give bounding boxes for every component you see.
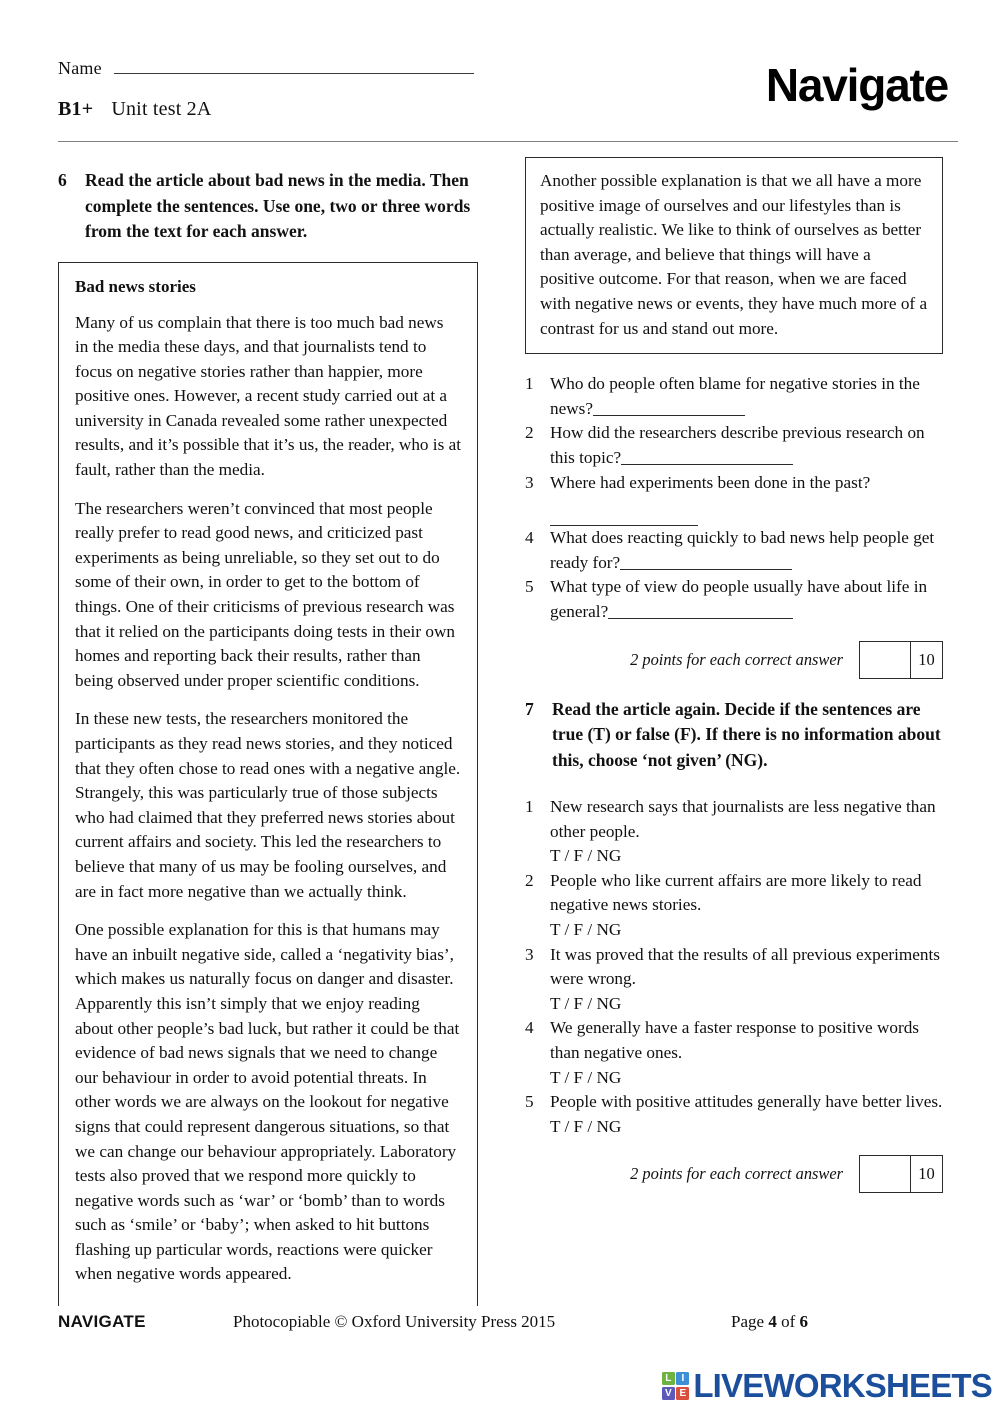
statement-text: People who like current affairs are more likely to read negative news stories. xyxy=(550,870,922,915)
tfng-options[interactable]: T / F / NG xyxy=(550,846,622,866)
statement-text: It was proved that the results of all previous experiments were wrong. xyxy=(550,944,940,989)
article-box xyxy=(58,262,478,1306)
article-title: Bad news stories xyxy=(75,276,196,296)
page-indicator xyxy=(731,1312,808,1332)
task-6-number: 6 xyxy=(58,170,67,190)
tfng-options[interactable]: T / F / NG xyxy=(550,1116,622,1136)
statement-text: New research says that journalists are less negative than other people. xyxy=(550,797,936,841)
question-item xyxy=(525,421,943,470)
lw-square-l: L xyxy=(662,1372,675,1385)
question-number: 2 xyxy=(525,423,534,443)
question-text: What type of view do people usually have about life in general? xyxy=(550,577,928,621)
page-number: 4 xyxy=(768,1312,777,1331)
answer-blank[interactable] xyxy=(621,448,793,465)
statement-number: 5 xyxy=(525,1092,534,1112)
score-label: 2 points for each correct answer xyxy=(630,1164,843,1184)
level-badge: B1+ xyxy=(58,98,94,120)
question-item xyxy=(525,372,943,421)
answer-blank[interactable] xyxy=(620,553,792,570)
statement-text: We generally have a faster response to positive words than negative ones. xyxy=(550,1018,919,1062)
statement-number: 4 xyxy=(525,1018,534,1038)
lw-square-e: E xyxy=(676,1387,689,1400)
task-6-heading xyxy=(58,168,478,245)
lw-square-v: V xyxy=(662,1387,675,1400)
question-text: What does reacting quickly to bad news help people get ready for? xyxy=(550,528,935,572)
task-6-question-list xyxy=(525,372,943,624)
question-text: Where had experiments been done in the past? xyxy=(550,472,871,492)
score-input[interactable] xyxy=(860,1156,911,1192)
tfng-options[interactable]: T / F / NG xyxy=(550,993,622,1013)
article-paragraph: Another possible explanation is that we all have a more positive image of ourselves and our lifestyles than is actually realistic. We like to think of ourselves as better than average, and believe that things will have a positive outcome. For that reason, when we are faced with negative news or events, they have much more of a contrast for us and stand out more. xyxy=(540,171,928,338)
navigate-logo: Navigate xyxy=(765,59,948,111)
task-7-statement-list xyxy=(525,795,943,1139)
question-item xyxy=(525,575,943,624)
answer-blank[interactable] xyxy=(550,509,698,526)
score-box xyxy=(859,641,943,679)
statement-item xyxy=(525,869,943,943)
question-item xyxy=(525,526,943,575)
tfng-options[interactable]: T / F / NG xyxy=(550,919,622,939)
name-input-line[interactable] xyxy=(114,72,474,74)
question-number: 5 xyxy=(525,577,534,597)
statement-item xyxy=(525,943,943,1017)
name-label: Name xyxy=(58,58,102,78)
answer-blank[interactable] xyxy=(608,602,793,619)
score-total: 10 xyxy=(918,649,935,669)
article-paragraph: In these new tests, the researchers monitored the participants as they read news stories, and they noticed that they often chose to read ones with a negative angle. Strangely, this was particularly true of those subjects who had claimed that they preferred news stories about current affairs and society. This led the researchers to believe that many of us may be fooling ourselves, and are in fact more negative than we actually think. xyxy=(75,709,461,901)
page-title: Unit test 2A xyxy=(111,98,212,120)
liveworksheets-squares-icon xyxy=(662,1372,690,1400)
question-text: Who do people often blame for negative stories in the news? xyxy=(550,374,920,418)
statement-item xyxy=(525,1016,943,1090)
score-label: 2 points for each correct answer xyxy=(630,649,843,669)
left-column xyxy=(58,168,478,1306)
score-total: 10 xyxy=(918,1164,935,1184)
question-text: How did the researchers describe previous research on this topic? xyxy=(550,423,925,467)
page-footer xyxy=(58,1312,958,1332)
statement-text: People with positive attitudes generally have better lives. xyxy=(550,1092,943,1112)
liveworksheets-logo[interactable] xyxy=(662,1367,992,1405)
task-6-score-row xyxy=(525,641,943,679)
liveworksheets-wordmark: LIVEWORKSHEETS xyxy=(693,1367,992,1404)
statement-number: 1 xyxy=(525,797,534,816)
question-number: 1 xyxy=(525,374,534,394)
question-item xyxy=(525,471,943,527)
lw-square-i: I xyxy=(676,1372,689,1385)
article-continuation-box xyxy=(525,157,943,354)
task-7-number: 7 xyxy=(525,698,534,719)
question-number: 4 xyxy=(525,528,534,548)
answer-blank[interactable] xyxy=(593,399,745,416)
article-paragraph: Many of us complain that there is too much bad news in the media these days, and that journalists tend to focus on negative stories rather than happier, more positive ones. However, a recent study carried out at a university in Canada revealed some rather unexpected results, and it’s possible that it’s us, the reader, who is at fault, rather than the media. xyxy=(75,312,461,480)
tfng-options[interactable]: T / F / NG xyxy=(550,1067,622,1087)
footer-copyright: Photocopiable © Oxford University Press 2015 xyxy=(233,1312,556,1331)
task-7-score-row xyxy=(525,1155,943,1193)
statement-item xyxy=(525,795,943,869)
article-paragraph: The researchers weren’t convinced that most people really prefer to read good news, and criticized past experiments as being unreliable, so they set out to do some of their own, in order to get to the bottom of things. One of their criticisms of previous research was that it relied on the participants doing tests in their own homes and reporting back their results, rather than being observed under proper scientific conditions. xyxy=(75,498,455,690)
page-middle: of xyxy=(776,1312,800,1331)
article-paragraph: One possible explanation for this is that humans may have an inbuilt negative side, called a ‘negativity bias’, which makes us naturally focus on danger and disaster. Apparently this isn’t simply that we enjoy reading about other people’s bad luck, but rather it could be that evidence of bad news signals that we need to change our behaviour in order to avoid potential threats. In other words we are always on the lookout for negative signs that could represent dangerous situations, so that we can change our behaviour appropriately. Laboratory tests also proved that we respond more quickly to negative words such as ‘war’ or ‘bomb’ than to words such as ‘smile’ or ‘baby’; when asked to hit buttons flashing up particular words, reactions were quicker when negative words appeared. xyxy=(75,920,460,1284)
task-6-instruction: Read the article about bad news in the media. Then complete the sentences. Use one, two or three words from the text for each answer. xyxy=(85,170,471,241)
footer-brand: NAVIGATE xyxy=(58,1312,146,1331)
right-column xyxy=(525,157,943,1193)
statement-number: 2 xyxy=(525,870,534,890)
score-input[interactable] xyxy=(860,642,911,678)
header-divider xyxy=(58,141,958,142)
task-7-instruction: Read the article again. Decide if the sentences are true (T) or false (F). If there is no information about this, choose ‘not given’ (NG). xyxy=(552,698,941,770)
question-number: 3 xyxy=(525,472,534,492)
page-prefix: Page xyxy=(731,1312,769,1331)
page-total: 6 xyxy=(799,1312,808,1331)
task-7-heading xyxy=(525,697,943,774)
score-box xyxy=(859,1155,943,1193)
statement-number: 3 xyxy=(525,944,534,964)
statement-item xyxy=(525,1090,943,1139)
